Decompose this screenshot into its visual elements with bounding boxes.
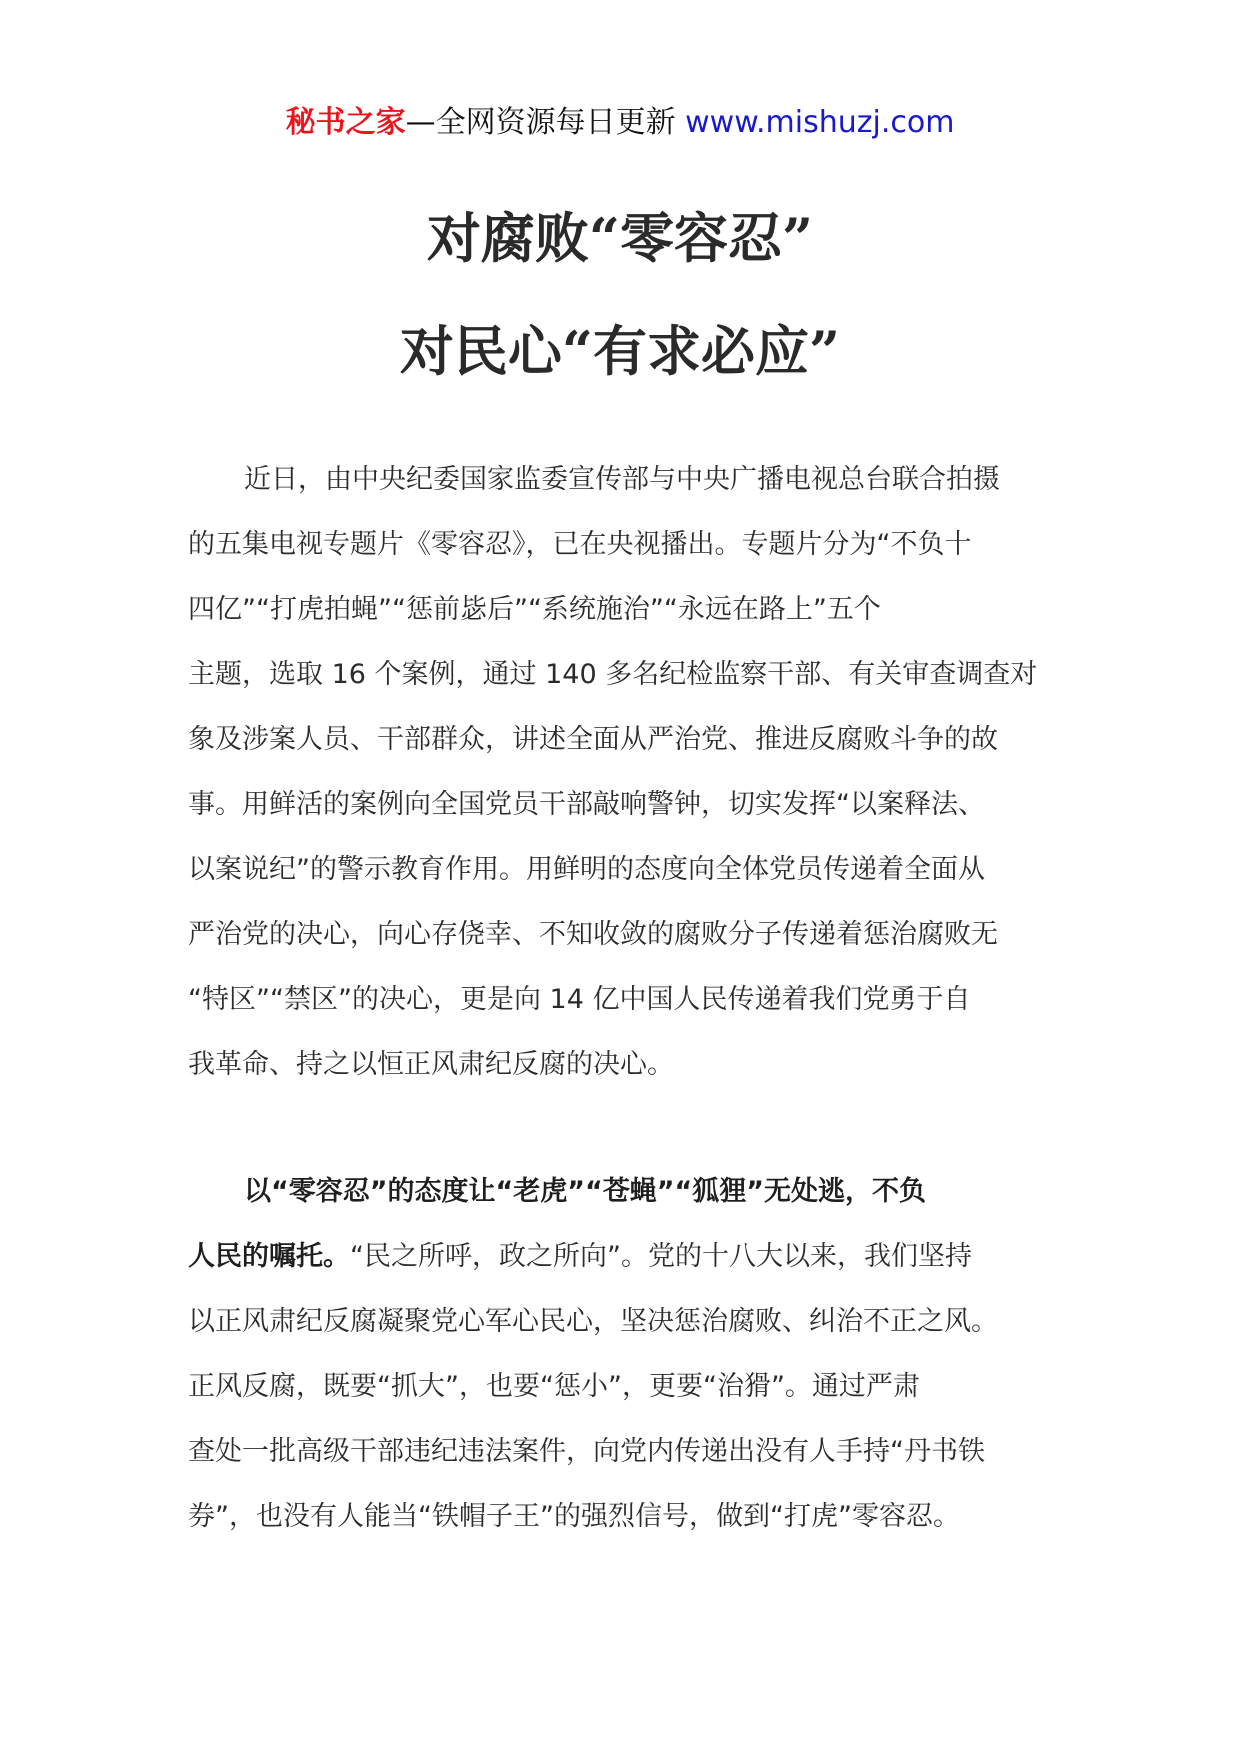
header-banner bbox=[0, 100, 1240, 146]
paragraph-line: 近日，由中央纪委国家监委宣传部与中央广播电视总台联合拍摄 bbox=[244, 464, 1000, 495]
brand-name: 秘书之家 bbox=[285, 105, 406, 140]
paragraph-line: 的五集电视专题片《零容忍》，已在央视播出。专题片分为“不负十 bbox=[188, 529, 972, 560]
paragraph-line: 象及涉案人员、干部群众，讲述全面从严治党、推进反腐败斗争的故 bbox=[188, 724, 998, 755]
document-body bbox=[188, 447, 1058, 1549]
paragraph-line: 事。用鲜活的案例向全国党员干部敲响警钟，切实发挥“以案释法、 bbox=[188, 789, 985, 820]
paragraph-line: 券”，也没有人能当“铁帽子王”的强烈信号，做到“打虎”零容忍。 bbox=[188, 1501, 960, 1532]
paragraph-line: 严治党的决心，向心存侥幸、不知收敛的腐败分子传递着惩治腐败无 bbox=[188, 919, 998, 950]
paragraph-line: 查处一批高级干部违纪违法案件，向党内传递出没有人手持“丹书铁 bbox=[188, 1436, 985, 1467]
paragraph-text: “民之所呼，政之所向”。党的十八大以来，我们坚持 bbox=[350, 1241, 972, 1272]
paragraph-line: 正风反腐，既要“抓大”，也要“惩小”，更要“治猾”。通过严肃 bbox=[188, 1371, 920, 1402]
paragraph-line: 我革命、持之以恒正风肃纪反腐的决心。 bbox=[188, 1049, 674, 1080]
website-link[interactable]: www.mishuzj.com bbox=[685, 105, 955, 140]
paragraph-line: 四亿”“打虎拍蝇”“惩前毖后”“系统施治”“永远在路上”五个 bbox=[188, 594, 881, 625]
paragraph-line bbox=[188, 1159, 1058, 1224]
paragraph-2 bbox=[188, 1159, 1058, 1549]
paragraph-line: “特区”“禁区”的决心，更是向 14 亿中国人民传递着我们党勇于自 bbox=[188, 984, 971, 1015]
paragraph-spacer bbox=[188, 1097, 1058, 1159]
paragraph-line: 主题，选取 16 个案例，通过 140 多名纪检监察干部、有关审查调查对 bbox=[188, 659, 1038, 690]
bold-heading-text: 人民的嘱托。 bbox=[188, 1241, 350, 1272]
paragraph-1 bbox=[188, 447, 1058, 1097]
paragraph-line: 以正风肃纪反腐凝聚党心军心民心，坚决惩治腐败、纠治不正之风。 bbox=[188, 1306, 998, 1337]
document-title-line-2: 对民心“有求必应” bbox=[399, 319, 841, 383]
paragraph-line bbox=[188, 1224, 1058, 1289]
document-title-line-1: 对腐败“零容忍” bbox=[426, 206, 814, 270]
header-tagline: —全网资源每日更新 bbox=[405, 105, 676, 140]
bold-heading-text: 以“零容忍”的态度让“老虎”“苍蝇”“狐狸”无处逃，不负 bbox=[244, 1176, 926, 1207]
paragraph-line: 以案说纪”的警示教育作用。用鲜明的态度向全体党员传递着全面从 bbox=[188, 854, 985, 885]
